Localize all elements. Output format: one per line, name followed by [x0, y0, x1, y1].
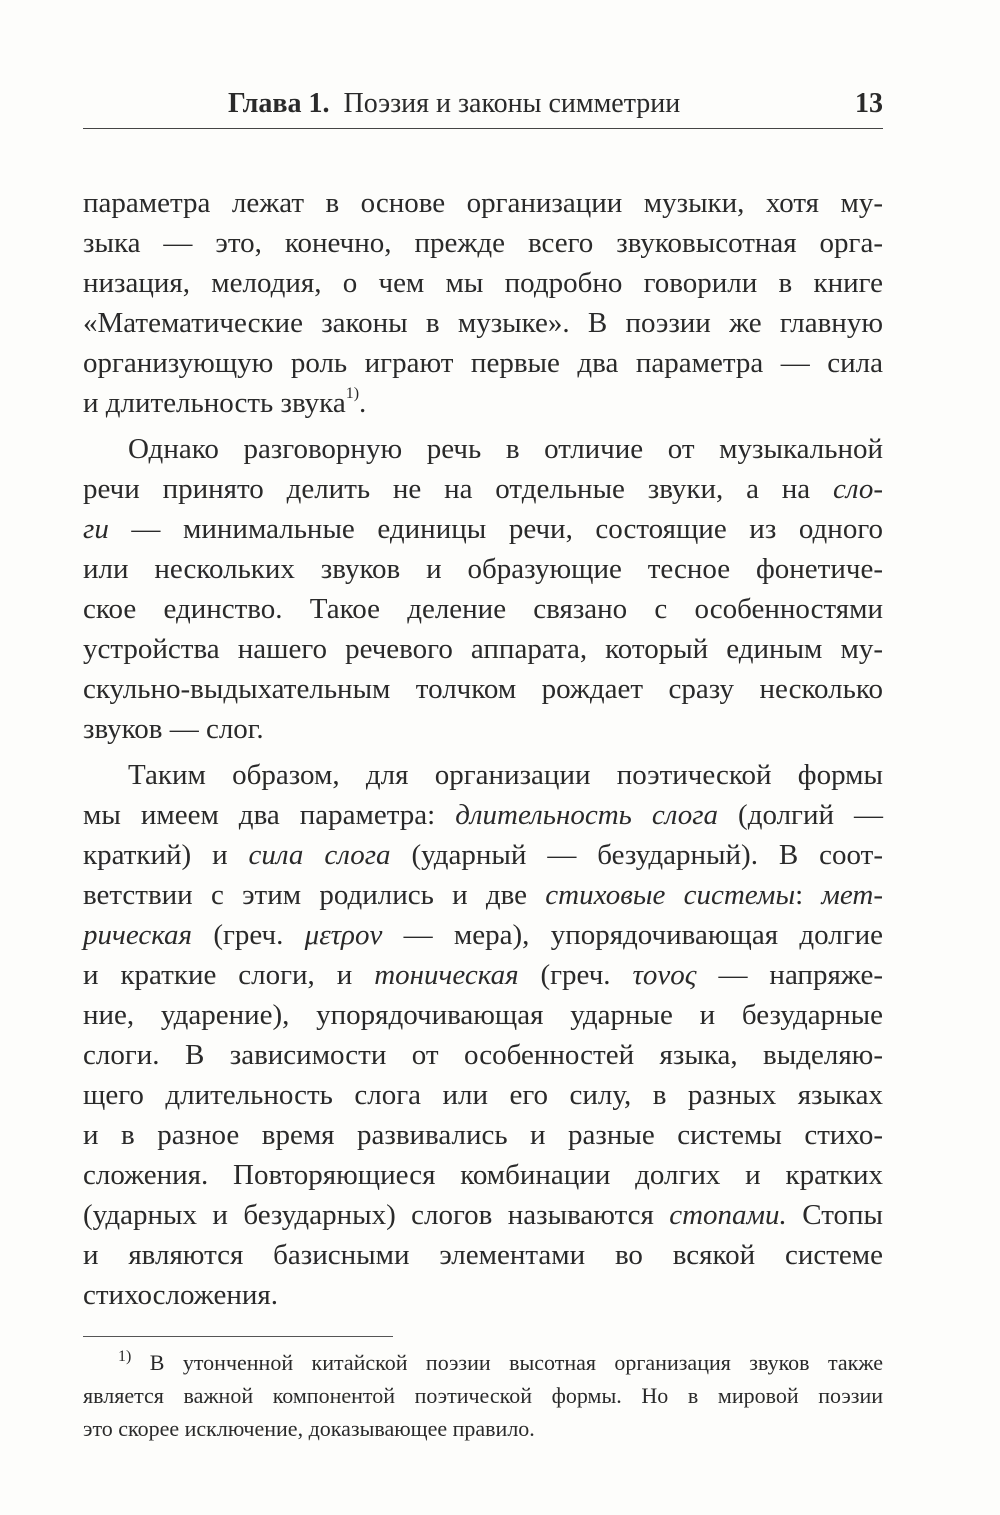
text-line: [83, 1346, 883, 1379]
text-line: [83, 795, 883, 835]
text-span: ние, ударение), упорядочивающая ударные и безударные: [83, 999, 883, 1031]
text-span: низация, мелодия, о чем мы подробно говорили в книге: [83, 267, 883, 299]
text-line: [83, 1155, 883, 1195]
italic-text: тоническая: [374, 959, 519, 991]
italic-text: τονος: [632, 959, 697, 991]
text-line: [83, 343, 883, 383]
text-span: стихосложения.: [83, 1279, 278, 1311]
italic-text: сила слога: [248, 839, 391, 871]
text-span: слоги. В зависимости от особенностей языка, выделяю-: [83, 1039, 883, 1071]
text-span: речи принято делить не на отдельные звуки, а на: [83, 473, 833, 505]
text-span: или нескольких звуков и образующие тесное фонетиче-: [83, 553, 883, 585]
text-span: :: [795, 879, 822, 911]
chapter-name: Поэзия и законы симметрии: [343, 88, 681, 119]
text-line: [83, 549, 883, 589]
paragraph: [83, 183, 883, 423]
text-span: зыка — это, конечно, прежде всего звуковысотная орга-: [83, 227, 883, 259]
text-line: [83, 509, 883, 549]
text-span: и являются базисными элементами во всякой системе: [83, 1239, 883, 1271]
header-rule: [83, 128, 883, 129]
text-line: [83, 263, 883, 303]
footnote-rule: [83, 1336, 393, 1337]
footnote-marker: 1): [345, 385, 360, 402]
text-span: мы имеем два параметра:: [83, 799, 456, 831]
text-span: звуков — слог.: [83, 713, 264, 745]
text-span: Таким образом, для организации поэтической формы: [128, 759, 883, 791]
text-span: краткий) и: [83, 839, 249, 871]
italic-text: мет-: [821, 879, 884, 911]
text-line: [83, 1412, 883, 1445]
text-line: [83, 469, 883, 509]
text-span: сложения. Повторяющиеся комбинации долгих и кратких: [83, 1159, 883, 1191]
text-line: [83, 589, 883, 629]
text-line: [83, 1115, 883, 1155]
text-line: [83, 915, 883, 955]
italic-text: длительность слога: [455, 799, 719, 831]
italic-text: μετρον: [304, 919, 383, 951]
text-line: [83, 629, 883, 669]
text-span: это скорее исключение, доказывающее правило.: [83, 1416, 535, 1441]
text-span: (ударный — безударный). В соот-: [390, 839, 883, 871]
text-span: и длительность звука: [83, 387, 346, 419]
text-span: щего длительность слога или его силу, в разных языках: [83, 1079, 883, 1111]
text-line: [83, 755, 883, 795]
italic-text: ги: [83, 513, 109, 545]
text-line: [83, 303, 883, 343]
text-line: [83, 1379, 883, 1412]
text-line: [83, 1035, 883, 1075]
text-span: параметра лежат в основе организации музыки, хотя му-: [83, 187, 883, 219]
text-span: (долгий —: [718, 799, 883, 831]
italic-text: стиховые системы: [545, 879, 796, 911]
text-span: — мера), упорядочивающая долгие: [382, 919, 883, 951]
paragraph: [83, 755, 883, 1315]
text-span: является важной компонентой поэтической формы. Но в мировой поэзии: [83, 1383, 883, 1408]
text-line: [83, 669, 883, 709]
text-line: [83, 955, 883, 995]
text-span: — минимальные единицы речи, состоящие из одного: [108, 513, 883, 545]
text-line: [83, 429, 883, 469]
chapter-label: Глава 1.: [228, 88, 330, 119]
text-span: В утонченной китайской поэзии высотная организация звуков также: [131, 1350, 883, 1375]
text-span: «Математические законы в музыке». В поэзии же главную: [83, 307, 883, 339]
text-line: [83, 1275, 883, 1315]
text-line: [83, 383, 883, 423]
footnote: [83, 1346, 883, 1445]
text-span: Стопы: [786, 1199, 883, 1231]
italic-text: сло-: [832, 473, 883, 505]
italic-text: стопами.: [669, 1199, 787, 1231]
text-span: скульно-выдыхательным толчком рождает сразу несколько: [83, 673, 883, 705]
page-number: 13: [855, 88, 883, 119]
text-span: (греч.: [518, 959, 633, 991]
text-span: организующую роль играют первые два параметра — сила: [83, 347, 883, 379]
text-span: и краткие слоги, и: [83, 959, 375, 991]
text-line: [83, 709, 883, 749]
italic-text: рическая: [83, 919, 193, 951]
text-span: ветствии с этим родились и две: [83, 879, 546, 911]
text-span: — напряже-: [696, 959, 883, 991]
text-line: [83, 1195, 883, 1235]
text-span: (греч.: [192, 919, 305, 951]
text-line: [83, 183, 883, 223]
text-span: и в разное время развивались и разные системы стихо-: [83, 1119, 883, 1151]
text-line: [83, 1235, 883, 1275]
footnote-marker: 1): [118, 1348, 132, 1365]
paragraph: [83, 429, 883, 749]
text-span: Однако разговорную речь в отличие от музыкальной: [128, 433, 883, 465]
text-span: ское единство. Такое деление связано с особенностями: [83, 593, 883, 625]
text-line: [83, 835, 883, 875]
running-header: [83, 88, 883, 124]
chapter-title: [228, 88, 680, 120]
text-span: устройства нашего речевого аппарата, который единым му-: [83, 633, 883, 665]
text-line: [83, 995, 883, 1035]
text-line: [83, 1075, 883, 1115]
main-text: [83, 183, 883, 1321]
text-line: [83, 223, 883, 263]
text-span: (ударных и безударных) слогов называются: [83, 1199, 670, 1231]
text-line: [83, 875, 883, 915]
text-span: .: [359, 387, 367, 419]
